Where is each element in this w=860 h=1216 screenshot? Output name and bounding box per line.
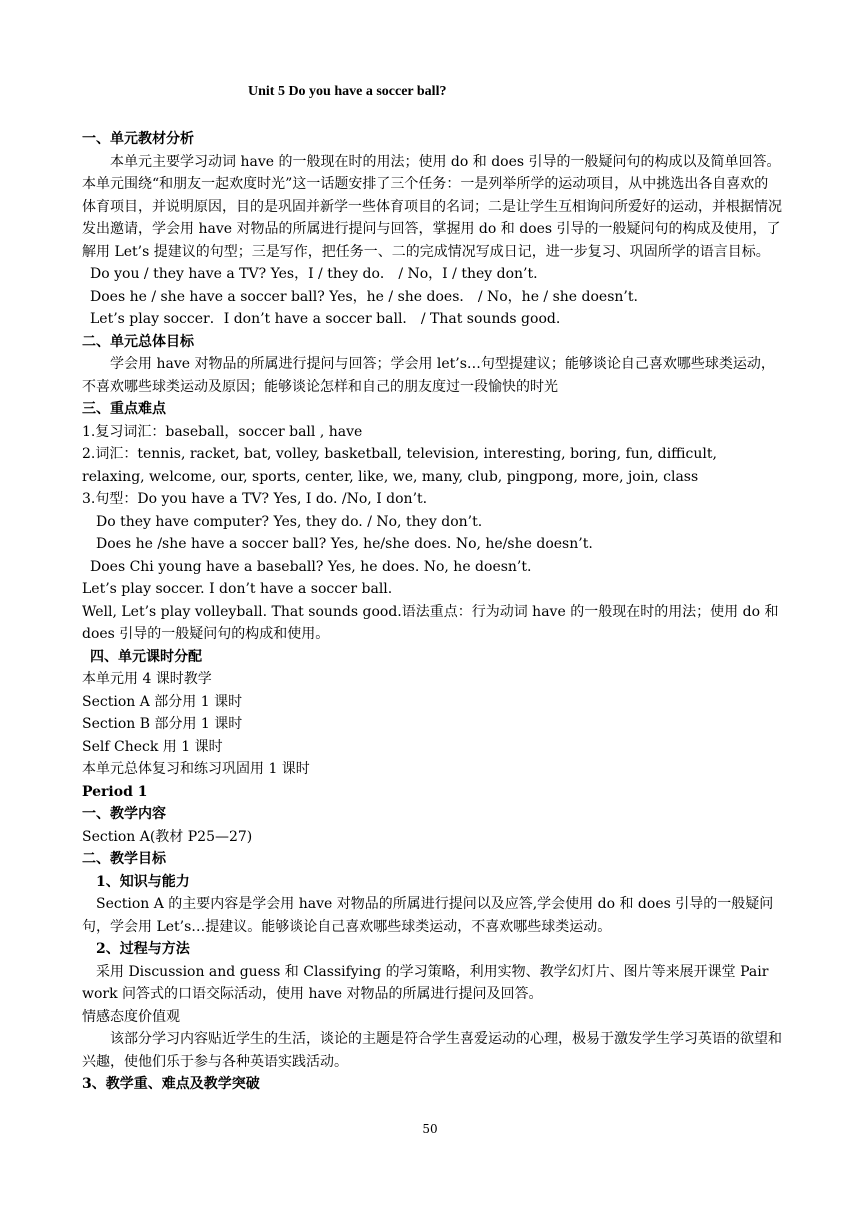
document-body xyxy=(82,128,782,1096)
paragraph: 采用 Discussion and guess 和 Classifying 的学习策略，利用实物、教学幻灯片、图片等来展开课堂 Pair work 问答式的口语交际活动，使用 have 对物品的所属进行提问及回答。 xyxy=(82,963,769,1002)
paragraph: 2.词汇：tennis, racket, bat, volley, basketball, television, interesting, boring, fun, difficult, relaxing, welcome, our, sports, center, like, we, many, club, pingpong, more, join, class xyxy=(82,446,717,485)
paragraph: Section A 的主要内容是学会用 have 对物品的所属进行提问以及应答,学会使用 do 和 does 引导的一般疑问句，学会用 Let’s…提建议。能够谈论自己喜欢哪些球类运动，不喜欢哪些球类运动。 xyxy=(82,896,774,935)
paragraph: 3.句型：Do you have a TV? Yes, I do. /No, I don’t. xyxy=(82,491,428,507)
section-heading: 一、单元教材分析 xyxy=(82,131,194,147)
paragraph: Section A(教材 P25—27) xyxy=(82,828,253,845)
paragraph: 本单元用 4 课时教学 xyxy=(82,671,212,687)
paragraph: Let’s play soccer．I don’t have a soccer ball． / That sounds good. xyxy=(90,311,561,327)
paragraph: 情感态度价值观 xyxy=(82,1008,180,1025)
paragraph: 该部分学习内容贴近学生的生活，谈论的主题是符合学生喜爱运动的心理，极易于激发学生学习英语的欲望和兴趣，使他们乐于参与各种英语实践活动。 xyxy=(82,1031,782,1070)
section-heading: 3、教学重、难点及教学突破 xyxy=(82,1076,260,1092)
paragraph: 学会用 have 对物品的所属进行提问与回答；学会用 let’s…句型提建议；能够谈论自己喜欢哪些球类运动，不喜欢哪些球类运动及原因；能够谈论怎样和自己的朋友度过一段愉快的时光 xyxy=(82,356,775,395)
paragraph: 本单元主要学习动词 have 的一般现在时的用法；使用 do 和 does 引导的一般疑问句的构成以及简单回答。本单元围绕“和朋友一起欢度时光”这一话题安排了三个任务：一是列举所学的运动项目，从中挑选出各自喜欢的体育项目，并说明原因，目的是巩固并新学一些体育项目的名词；二是让学生互相询问所爱好的运动，并根据情况发出邀请，学会用 have 对物品的所属进行提问与回答，掌握用 do 和 does 引导的一般疑问句的构成及使用，了解用 Let’s 提建议的句型；三是写作，把任务一、二的完成情况写成日记，进一步复习、巩固所学的语言目标。 xyxy=(82,153,782,260)
section-heading: 三、重点难点 xyxy=(82,401,166,417)
page-number: 50 xyxy=(422,1122,438,1136)
section-heading: 一、教学内容 xyxy=(82,806,166,822)
section-heading: 二、单元总体目标 xyxy=(82,333,194,350)
paragraph: Do they have computer? Yes, they do. / No, they don’t. xyxy=(96,513,483,530)
section-heading: 2、过程与方法 xyxy=(96,941,190,957)
paragraph: Section A 部分用 1 课时 xyxy=(82,693,243,710)
paragraph: 1.复习词汇：baseball，soccer ball , have xyxy=(82,423,363,440)
paragraph: Well, Let’s play volleyball. That sounds good.语法重点：行为动词 have 的一般现在时的用法；使用 do 和 does 引导的一般疑问句的构成和使用。 xyxy=(82,603,779,642)
paragraph: 本单元总体复习和练习巩固用 1 课时 xyxy=(82,761,310,777)
section-heading: 二、教学目标 xyxy=(82,851,166,867)
paragraph: Does he /she have a soccer ball? Yes, he/she does. No, he/she doesn’t. xyxy=(96,536,593,552)
paragraph: Does Chi young have a baseball? Yes, he does. No, he doesn’t. xyxy=(90,558,532,575)
paragraph: Do you / they have a TV? Yes，I / they do． / No，I / they don’t. xyxy=(90,266,538,282)
unit-title: Unit 5 Do you have a soccer ball? xyxy=(248,84,447,99)
paragraph: Let’s play soccer. I don’t have a soccer ball. xyxy=(82,581,393,597)
paragraph: Section B 部分用 1 课时 xyxy=(82,716,243,732)
paragraph: Does he / she have a soccer ball? Yes，he / she does． / No，he / she doesn’t. xyxy=(90,288,638,305)
paragraph: Self Check 用 1 课时 xyxy=(82,738,223,755)
section-heading: 四、单元课时分配 xyxy=(90,648,202,665)
section-heading: Period 1 xyxy=(82,783,148,800)
section-heading: 1、知识与能力 xyxy=(96,873,190,890)
